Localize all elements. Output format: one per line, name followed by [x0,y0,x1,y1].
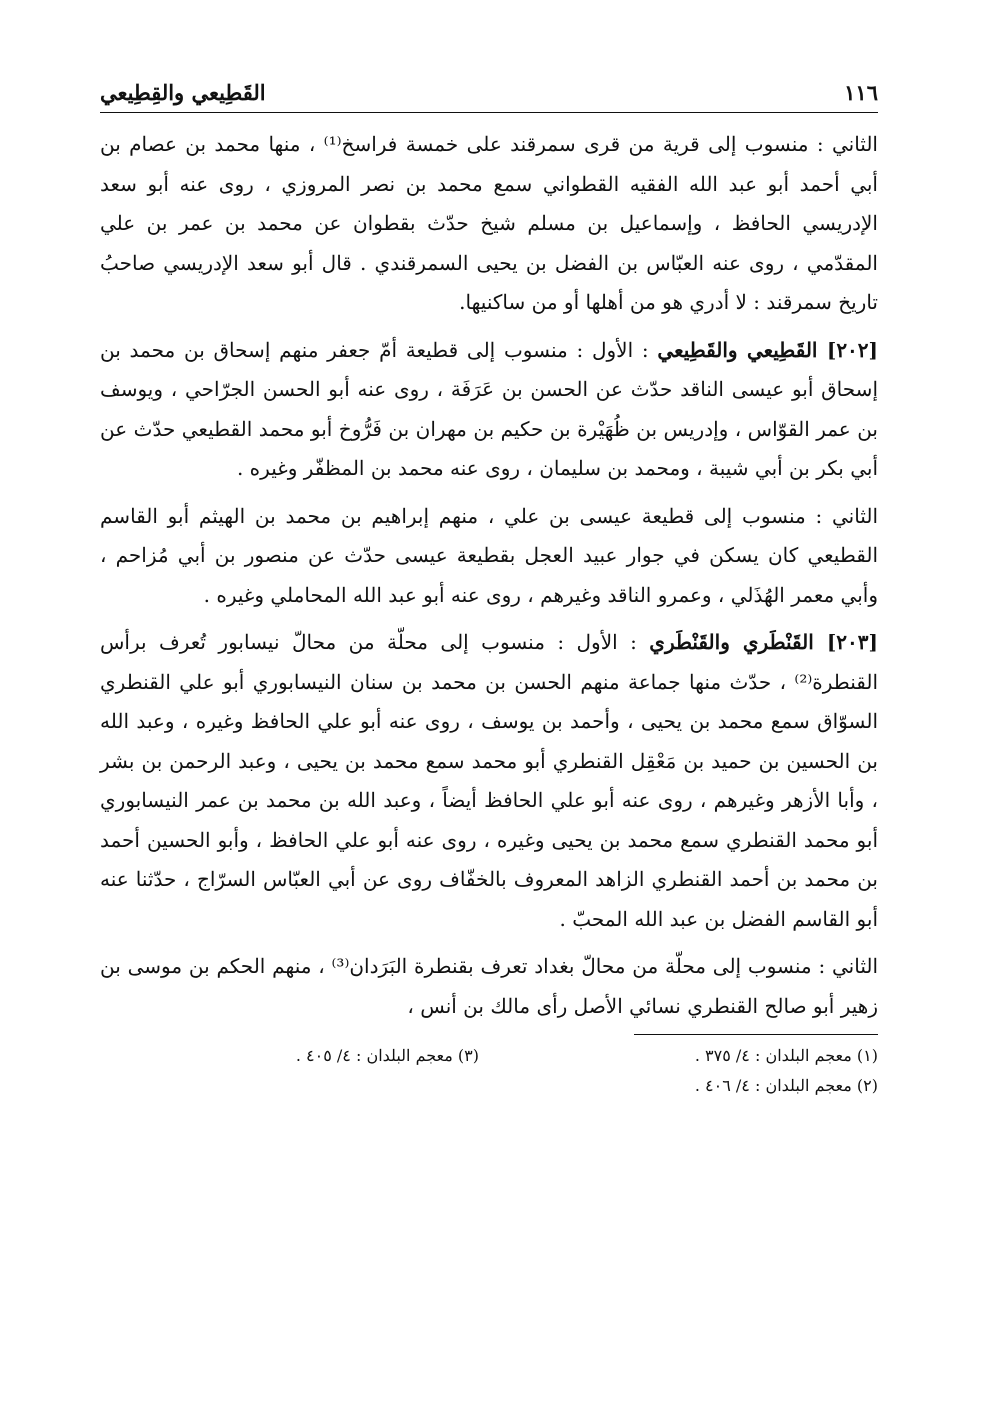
entry-heading: [٢٠٣] القَنْطَري والقَنْطَري [649,630,878,654]
footnote: (٢) معجم البلدان : ٤/ ٤٠٦ . [694,1076,878,1095]
book-page [100,74,878,1374]
paragraph [100,947,878,1026]
footnote-divider [634,1034,878,1035]
footnote: (١) معجم البلدان : ٤/ ٣٧٥ . [694,1046,878,1065]
main-text [100,125,878,1026]
paragraph-text: الثاني : منسوب إلى قرية من قرى سمرقند على خمسة فراسخ⁽¹⁾ ، منها محمد بن عصام بن أبي أحمد أبو عبد الله الفقيه القطواني سمع محمد بن نصر المروزي ، روى عنه أبو سعد الإدريسي الحافظ ، وإسماعيل بن مسلم شيخ حدّث بقطوان عن محمد بن عمر بن علي المقدّمي ، روى عنه العبّاس بن الفضل بن يحيى السمرقندي . قال أبو سعد الإدريسي صاحبُ تاريخ سمرقند : لا أدري هو من أهلها أو من ساكنيها. [100,132,878,314]
paragraph-text: : الأول : منسوب إلى محلّة من محالّ نيسابور تُعرف برأس القنطرة⁽²⁾ ، حدّث منها جماعة منهم الحسن بن محمد بن سنان النيسابوري أبو علي القنطري السوّاق سمع محمد بن يحيى ، وأحمد بن يوسف ، روى عنه أبو علي الحافظ وغيره ، وعبد الله بن الحسين بن حميد بن مَعْقِل القنطري أبو محمد سمع محمد بن يحيى ، وعبد الرحمن بن بشر ، وأبا الأزهر وغيرهم ، روى عنه أبو علي الحافظ أيضاً ، وعبد الله بن محمد بن عمر النيسابوري أبو محمد القنطري سمع محمد بن يحيى وغيره ، روى عنه أبو علي الحافظ ، وأبو الحسين أحمد بن محمد بن أحمد القنطري الزاهد المعروف بالخفّاف روى عن أبي العبّاس السرّاج ، حدّثنا عنه أبو القاسم الفضل بن عبد الله المحبّ . [100,630,878,931]
page-number: ١١٦ [844,79,878,105]
footnotes [100,1041,878,1101]
paragraph-text: الثاني : منسوب إلى قطيعة عيسى بن علي ، منهم إبراهيم بن محمد بن الهيثم أبو القاسم القطيعي كان يسكن في جوار عبيد العجل بقطيعة عيسى حدّث عن منصور بن أبي مُزاحم ، وأبي معمر الهُذَلي ، وعمرو الناقد وغيرهم ، روى عنه أبو عبد الله المحاملي وغيره . [100,503,878,607]
paragraph [100,623,878,939]
paragraph [100,497,878,616]
entry-heading: [٢٠٢] القَطِيعي والقَطِيعي [657,337,879,362]
paragraph-text: : الأول : منسوب إلى قطيعة أمّ جعفر منهم إسحاق بن محمد بن إسحاق أبو عيسى الناقد حدّث عن الحسن بن عَرَفَة ، روى عنه أبو الحسن الجرّاحي ، ويوسف بن عمر القوّاس ، وإدريس بن ظُهَيْرة بن حكيم بن مهران بن فَرُّوخ أبو محمد القطيعي حدّث عن أبي بكر بن أبي شيبة ، ومحمد بن سليمان ، روى عنه محمد بن المظفّر وغيره . [100,337,878,480]
footnote: (٣) معجم البلدان : ٤/ ٤٠٥ . [295,1046,479,1065]
page-header [100,74,878,113]
paragraph-text: الثاني : منسوب إلى محلّة من محالّ بغداد تعرف بقنطرة البَرَدان⁽³⁾ ، منهم الحكم بن موسى بن زهير أبو صالح القنطري نسائي الأصل رأى مالك بن أنس ، [100,954,878,1018]
paragraph [100,125,878,323]
paragraph [100,331,878,489]
running-title: القَطِيعي والقِطِيعي [100,79,266,105]
